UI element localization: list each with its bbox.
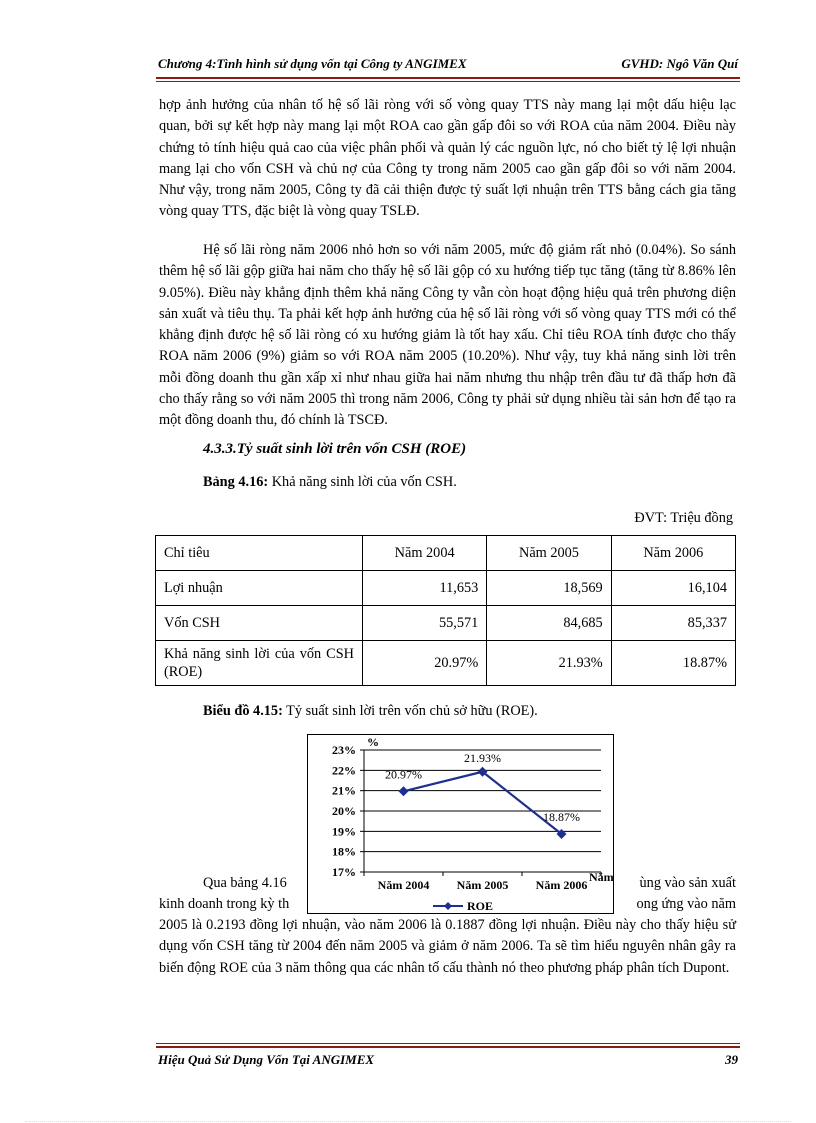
table-header-cell: Năm 2006	[611, 536, 735, 571]
y-tick-label: 18%	[332, 844, 356, 859]
table-cell: 18.87%	[611, 641, 735, 686]
table-row	[156, 571, 736, 606]
header-supervisor: GVHD: Ngô Văn Quí	[621, 56, 738, 71]
table-cell: 11,653	[363, 571, 487, 606]
table-cell: Vốn CSH	[156, 606, 363, 641]
page-bottom-edge	[25, 1121, 791, 1122]
chart-y-ticks	[332, 743, 356, 879]
table-cell: 20.97%	[363, 641, 487, 686]
roe-data-label: 21.93%	[464, 750, 501, 765]
roe-data-label: 18.87%	[543, 809, 580, 824]
legend-label: ROE	[467, 899, 494, 913]
page-footer	[158, 1052, 738, 1068]
chart-caption	[203, 703, 538, 720]
page-number: 39	[725, 1052, 738, 1067]
paragraph-2: Hệ số lãi ròng năm 2006 nhỏ hơn so với năm 2005, mức độ giảm rất nhỏ (0.04%). So sánh thêm hệ số lãi gộp giữa hai năm cho thấy hệ số lãi gộp có xu hướng tiếp tục tăng (tăng từ 8.86% lên 9.05%). Điều này khẳng định thêm khả năng Công ty vẫn còn hoạt động hiệu quả trên phương diện sản xuất và tiêu thụ. Ta phải kết hợp ảnh hưởng của hệ số lãi ròng với số vòng quay TTS mới có thể khẳng định được hệ số lãi ròng có xu hướng giảm là tốt hay xấu. Chỉ tiêu ROA tính được cho thấy ROA năm 2006 (9%) giảm so với ROA năm 2005 (10.20%). Như vậy, tuy khả năng sinh lời trên mỗi đồng doanh thu gần xấp xỉ như nhau giữa hai năm nhưng thu nhập trên đầu tư đã thấp hơn đã cho thấy rằng so với năm 2005 thì trong năm 2006, Công ty phải sử dụng nhiều tài sản hơn để tạo ra một đồng doanh thu, đó chính là TSCĐ.	[159, 242, 736, 429]
table-cell: Khả năng sinh lời của vốn CSH (ROE)	[156, 641, 363, 686]
table-row	[156, 606, 736, 641]
footer-rule-thin	[156, 1043, 740, 1044]
y-tick-label: 19%	[332, 824, 356, 839]
paragraph-1: hợp ảnh hưởng của nhân tố hệ số lãi ròng với số vòng quay TTS này mang lại một dấu hiệu lạc quan, bởi sự kết hợp này mang lại một ROA cao gần gấp đôi so với ROA của năm 2004. Điều này chứng tỏ tính hiệu quả cao của việc phân phối và quản lý các nguồn lực, nó cho biết tỷ lệ lợi nhuận mang lại cho vốn CSH và chủ nợ của Công ty trong năm 2005 cao gần gấp đôi so với năm 2004. Như vậy, trong năm 2005, Công ty đã cải thiện được tỷ suất lợi nhuận trên TTS bằng cách gia tăng vòng quay TTS, đặc biệt là vòng quay TSLĐ.	[159, 97, 736, 220]
chart-x-ticks	[378, 878, 588, 892]
table-row	[156, 641, 736, 686]
chart-ylabel: %	[367, 735, 379, 749]
y-tick-label: 23%	[332, 743, 356, 757]
roe-line-chart	[307, 734, 614, 914]
table-cell: 55,571	[363, 606, 487, 641]
chart-caption-label: Biểu đồ 4.15:	[203, 703, 283, 719]
roe-data-label: 20.97%	[385, 767, 422, 782]
paragraph-3-end-2: ong ứng vào năm	[636, 896, 736, 912]
table-header-cell: Chỉ tiêu	[156, 536, 363, 571]
table-cell: 85,337	[611, 606, 735, 641]
header-chapter: Chương 4:Tình hình sử dụng vốn tại Công ty ANGIMEX	[158, 56, 467, 71]
table-header-row	[156, 536, 736, 571]
table-cell: Lợi nhuận	[156, 571, 363, 606]
y-tick-label: 17%	[332, 865, 356, 879]
footer-rule	[156, 1046, 740, 1048]
section-title: 4.3.3.Tỷ suất sinh lời trên vốn CSH (ROE)	[203, 441, 467, 457]
page-header	[158, 56, 738, 74]
table-unit: ĐVT: Triệu đồng	[634, 510, 733, 526]
roe-table	[155, 535, 736, 686]
header-rule	[156, 77, 740, 79]
header-rule-thin	[156, 81, 740, 82]
y-tick-label: 22%	[332, 763, 356, 778]
table-cell: 21.93%	[487, 641, 611, 686]
paragraph-3-start-2: kinh doanh trong kỳ th	[159, 896, 290, 912]
table-header-cell: Năm 2005	[487, 536, 611, 571]
table-header-cell: Năm 2004	[363, 536, 487, 571]
x-tick-label: Năm 2005	[456, 878, 509, 892]
footer-title: Hiệu Quả Sử Dụng Vốn Tại ANGIMEX	[158, 1052, 375, 1067]
x-tick-label: Năm 2006	[535, 878, 588, 892]
y-tick-label: 21%	[332, 783, 356, 798]
y-tick-label: 20%	[332, 804, 356, 818]
x-tick-label: Năm 2004	[377, 878, 430, 892]
table-caption-text: Khả năng sinh lời của vốn CSH.	[268, 474, 457, 490]
paragraph-3-start: Qua bảng 4.16	[203, 875, 287, 891]
chart-xlabel: Năm	[589, 870, 614, 884]
table-caption	[203, 474, 457, 491]
paragraph-3-rest: 2005 là 0.2193 đồng lợi nhuận, vào năm 2006 là 0.1887 đồng lợi nhuận. Điều này cho thấy hiệu sử dụng vốn CSH tăng từ 2004 đến năm 2005 và giảm ở năm 2006. Ta sẽ tìm hiểu nguyên nhân gây ra biến động ROE của 3 năm thông qua các nhân tố cấu thành nó theo phương pháp phân tích Dupont.	[159, 917, 736, 976]
table-cell: 18,569	[487, 571, 611, 606]
table-caption-label: Bảng 4.16:	[203, 474, 269, 490]
paragraph-3-end: ùng vào sản xuất	[639, 875, 736, 891]
table-cell: 16,104	[611, 571, 735, 606]
table-cell: 84,685	[487, 606, 611, 641]
chart-caption-text: Tỷ suất sinh lời trên vốn chủ sở hữu (ROE).	[282, 703, 538, 719]
